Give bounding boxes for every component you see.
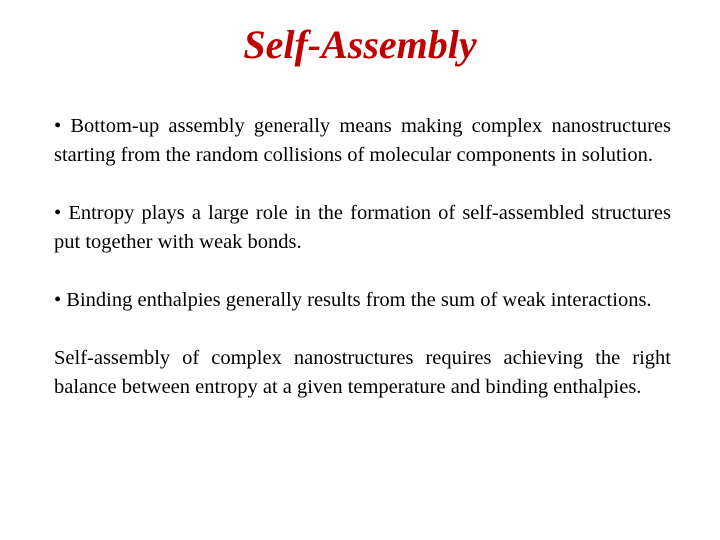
- bullet-paragraph-binding-enthalpies: • Binding enthalpies generally results from the sum of weak interactions.: [54, 289, 652, 311]
- slide-body: [54, 112, 671, 402]
- bullet-paragraph-entropy: • Entropy plays a large role in the formation of self-assembled structures put together with weak bonds.: [54, 202, 671, 253]
- bullet-paragraph-bottom-up: • Bottom-up assembly generally means making complex nanostructures starting from the random collisions of molecular components in solution.: [54, 115, 671, 166]
- summary-paragraph: Self-assembly of complex nanostructures requires achieving the right balance between entropy at a given temperature and binding enthalpies.: [54, 347, 671, 398]
- slide-title: Self-Assembly: [243, 22, 477, 67]
